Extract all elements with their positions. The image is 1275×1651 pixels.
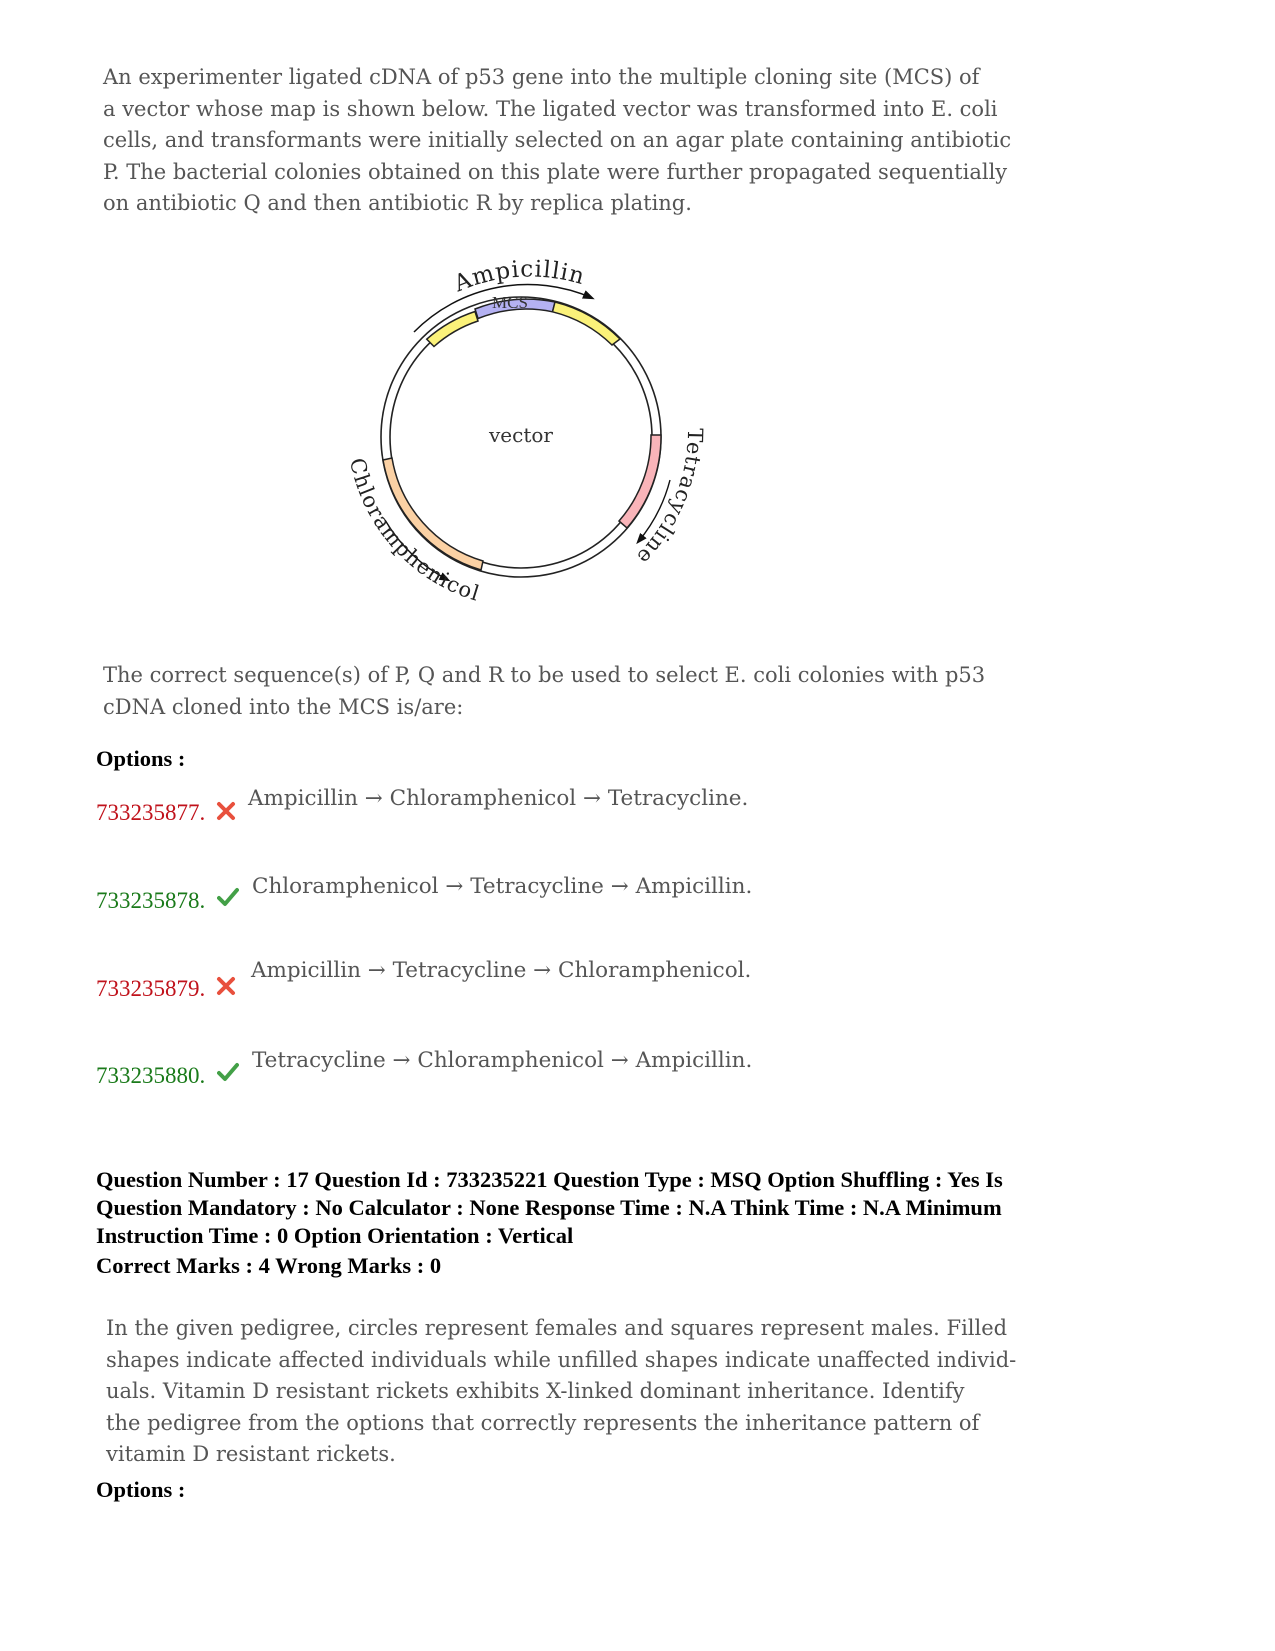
option-text[interactable]: Ampicillin → Tetracycline → Chloramphenicol. (251, 958, 752, 983)
question-metadata (96, 1166, 1206, 1250)
pedigree-line: uals. Vitamin D resistant rickets exhibits X-linked dominant inheritance. Identify (106, 1379, 965, 1403)
pedigree-line: vitamin D resistant rickets. (106, 1442, 396, 1466)
marks-line: Correct Marks : 4 Wrong Marks : 0 (96, 1253, 442, 1278)
option-text[interactable]: Ampicillin → Chloramphenicol → Tetracycline. (248, 786, 749, 811)
option-id: 733235877. (96, 800, 206, 825)
options-heading: Options : (96, 746, 186, 771)
intro-paragraph (103, 62, 1053, 220)
intro-line: P. The bacterial colonies obtained on this plate were further propagated sequentially (103, 159, 1008, 184)
option-text[interactable]: Chloramphenicol → Tetracycline → Ampicillin. (252, 874, 753, 899)
option-text[interactable]: Tetracycline → Chloramphenicol → Ampicillin. (252, 1048, 753, 1073)
option-id: 733235878. (96, 888, 206, 913)
question-paragraph (103, 660, 1053, 723)
pedigree-line: shapes indicate affected individuals while unfilled shapes indicate unaffected individ- (106, 1347, 1017, 1372)
chloramphenicol-label: Chloramphenicol (344, 455, 484, 606)
mcs-label: MCS (492, 293, 528, 312)
wrong-mark-icon (215, 800, 237, 822)
vector-center-label: vector (489, 423, 553, 447)
question-line: The correct sequence(s) of P, Q and R to be used to select E. coli colonies with p53 (103, 663, 986, 687)
wrong-mark-icon (215, 975, 237, 997)
intro-line: a vector whose map is shown below. The ligated vector was transformed into E. coli (103, 96, 998, 121)
option-id: 733235880. (96, 1063, 206, 1088)
metadata-line: Question Number : 17 Question Id : 733235221 Question Type : MSQ Option Shuffling : Yes Is (96, 1167, 1003, 1192)
intro-line: cells, and transformants were initially selected on an agar plate containing antibiotic (103, 128, 1012, 152)
ampicillin-label: Ampicillin (450, 256, 588, 298)
option-id: 733235879. (96, 976, 206, 1001)
tetracycline-segment (619, 435, 661, 528)
options-heading: Options : (96, 1477, 186, 1502)
ampicillin-segment-left (427, 312, 478, 347)
ampicillin-segment-right (553, 302, 621, 345)
pedigree-line: the pedigree from the options that correctly represents the inheritance pattern of (106, 1410, 980, 1435)
pedigree-line: In the given pedigree, circles represent females and squares represent males. Filled (106, 1316, 1008, 1340)
intro-line: on antibiotic Q and then antibiotic R by replica plating. (103, 191, 692, 215)
pedigree-question-paragraph (106, 1313, 1056, 1471)
question-line: cDNA cloned into the MCS is/are: (103, 694, 464, 719)
check-mark-icon (217, 1061, 239, 1083)
intro-line: An experimenter ligated cDNA of p53 gene into the multiple cloning site (MCS) of (103, 65, 980, 89)
metadata-line: Instruction Time : 0 Option Orientation : Vertical (96, 1223, 574, 1248)
check-mark-icon (217, 886, 239, 908)
vector-map-diagram (340, 250, 740, 640)
metadata-line: Question Mandatory : No Calculator : None Response Time : N.A Think Time : N.A Minimum (96, 1195, 1002, 1220)
tetracycline-label: Tetracycline (631, 427, 708, 570)
